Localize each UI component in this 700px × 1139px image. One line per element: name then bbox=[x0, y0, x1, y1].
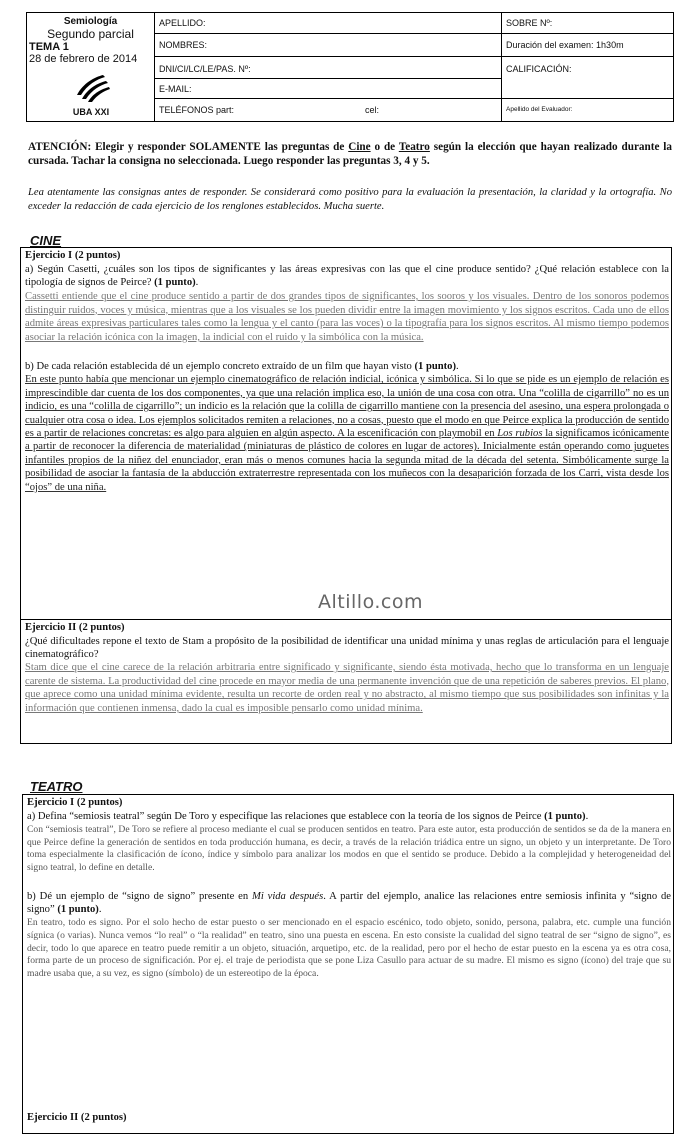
exam-info-cell bbox=[27, 13, 155, 121]
question-a-points: (1 punto) bbox=[544, 811, 586, 822]
exercise-heading: Ejercicio I (2 puntos) bbox=[27, 797, 123, 808]
nombres-field[interactable]: NOMBRES: bbox=[155, 34, 501, 57]
attn-cine: Cine bbox=[348, 141, 371, 153]
answer-b-text-2: la significamos icónicamente a partir de reconocer la diferencia de materialidad (miniaturas de plástico de colores en lugar de actores). Inicialmente están operando como juguetes infantiles propios de la niñez del enunciador, eran más o menos comunes hacia la segunda mitad de la década del setenta. Simbólicamente surge la posibilidad de asociar la fantasía de la abducción extraterrestre representada con los muñecos con la desaparición forzada de los Carri, vista desde los “ojos” de una niña. bbox=[25, 428, 669, 493]
cine-exercise-1 bbox=[20, 247, 672, 620]
question-b-play: Mi vida después bbox=[252, 891, 324, 903]
answer-b-film: Los rubios bbox=[497, 428, 543, 439]
tema-label: TEMA 1 bbox=[29, 41, 69, 53]
question-b-end: . bbox=[98, 904, 102, 916]
attn-text-3: según la elección que hayan realizado durante la cursada. Tachar la consigna no seleccionada. Luego responder las preguntas 3, 4 y 5. bbox=[28, 141, 672, 167]
altillo-watermark: Altillo.com bbox=[318, 591, 423, 613]
dni-field[interactable]: DNI/CI/LC/LE/PAS. Nº: bbox=[155, 57, 501, 79]
answer-b-text-1: En este punto había que mencionar un ejemplo cinematográfico de relación indicial, icónica y simbólica. Si lo que se pide es un ejemplo de relación es imprescindible dar cuenta de los dos componentes, ya que una relación implica eso, la unión de una cosa con otra. Una “colilla de cigarrillo” no es un indicio, es una “colilla de cigarrillo”; un indicio es la relación que la colilla de cigarrillo mantiene con la presencia del asesino, una espera prolongada o cualquier otra cosa o idea. Los ejemplos solicitados remiten a relaciones, no a cosas, puesto que el modo en que Peirce explica la producción de sentido es a partir de relaciones concretas: es algo para alguien en algún aspecto. A la escenificación con playmobil en bbox=[25, 374, 669, 439]
student-fields bbox=[155, 13, 502, 121]
question-a-end: . bbox=[195, 277, 199, 288]
answer-b bbox=[25, 373, 669, 494]
question-b-points: (1 punto) bbox=[414, 361, 456, 373]
teatro-exercise-1 bbox=[22, 794, 674, 1134]
question-a-points: (1 punto) bbox=[154, 277, 196, 288]
question-b-text-1: b) Dé un ejemplo de “signo de signo” presente en bbox=[27, 891, 252, 903]
question-b-points: (1 punto) bbox=[57, 904, 99, 916]
exam-name: Segundo parcial bbox=[47, 27, 134, 41]
cine-section-title: CINE bbox=[30, 233, 62, 248]
exam-header bbox=[26, 12, 674, 122]
exam-date: 28 de febrero de 2014 bbox=[29, 53, 138, 65]
question-b bbox=[27, 890, 671, 916]
email-field[interactable]: E-MAIL: bbox=[155, 79, 501, 99]
question-a-text: a) Según Casetti, ¿cuáles son los tipos de significantes y las áreas expresivas con las que el cine produce sentido? ¿Qué relación establece con la tipología de signos de Peirce? bbox=[25, 264, 669, 288]
question-b-text-2: . A partir del ejemplo, analice las relaciones entre semiosis infinita y “signo de signo” bbox=[27, 891, 671, 916]
answer-b: En teatro, todo es signo. Por el solo hecho de estar puesto o ser mencionado en el espacio escénico, todo objeto, sonido, persona, palabra, etc. cumple una función sígnica (o varias). Nunca vemos “lo real” o “la realidad” en teatro, sino una puesta en escena. En esto consiste la cualidad del signo teatral de ser “signo de signo”, es decir, todo lo que aparece en teatro puede remitir a un objeto, situación, arquetipo, etc. de la realidad, pero por el hecho de estar puesto en la escena ya es otra cosa, forma parte de un proceso de significación. Por ej. el traje de periodista que se pone Liza Casullo para actuar de su madre. El mismo es signo (ícono) del traje que su madre usaba que, a su vez, es signo (símbolo) de un estereotipo de la época. bbox=[27, 917, 671, 979]
cine-exercise-2 bbox=[20, 619, 672, 744]
calificacion-field[interactable]: CALIFICACIÓN: bbox=[502, 57, 673, 99]
attn-text-1: ATENCIÓN: Elegir y responder SOLAMENTE las preguntas de bbox=[28, 141, 349, 153]
question-a-end: . bbox=[585, 811, 589, 822]
teatro-section-title: TEATRO bbox=[30, 779, 83, 794]
question-a bbox=[25, 263, 669, 289]
question-b-text: b) De cada relación establecida dé un ejemplo concreto extraído de un film que hayan visto bbox=[25, 361, 415, 373]
question-b bbox=[25, 360, 669, 373]
attention-instructions bbox=[28, 140, 672, 168]
answer: Stam dice que el cine carece de la relación arbitraria entre significado y significante, siendo ésta motivada, hecho que lo transforma en un lenguaje carente de sistema. La productividad del cine procede en mayor media de una permanente invención que de una repetición de saberes previos. El plano, que aprece como una unidad mínima evidente, resulta un recorte de orden real y no abstracto, al mismo tiempo que sus posibilidades son infinitas y la información que contienen inmensa, dado la cual es imposible pensarlo como unidad mínima. bbox=[25, 662, 669, 714]
answer-a: Cassetti entiende que el cine produce sentido a partir de dos grandes tipos de significantes, los sooros y los visuales. Dentro de los sonoros podemos distinguir ruidos, voces y música, mientras que a los visuales se los pueden dividir entre la imagen movimiento y los signos escritos. Cada uno de ellos admite áreas expresivas particulares tales como la lengua y el canto (para las voces) o la tipografía para los signos escritos. Al mismo tiempo podemos asociar la relación icónica con la imagen, la indicial con el ruido y la simbólica con la música. bbox=[25, 291, 669, 343]
evaluator-field[interactable]: Apellido del Evaluador: bbox=[506, 106, 573, 113]
sobre-field[interactable]: SOBRE Nº: bbox=[502, 13, 673, 34]
answer-a: Con “semiosis teatral”, De Toro se refiere al proceso mediante el cual se producen sentidos en teatro. Para este autor, esta producción de sentidos se da de la manera en que Peirce define la generación de sentidos en toda producción humana, es decir, a través de la relación triádica entre un signo, un objeto y un interpretante. De Toro toma especialmente la clasificación de ícono, índice y símbolo para analizar los modos en que el sentido se produce. Debido a la complejidad y heterogeneidad del signo teatral, lo define en detalle. bbox=[27, 824, 671, 873]
question: ¿Qué dificultades repone el texto de Stam a propósito de la posibilidad de identificar una unidad mínima y unas reglas de articulación para el lenguaje cinematográfico? bbox=[25, 636, 669, 660]
exercise-heading: Ejercicio I (2 puntos) bbox=[25, 250, 121, 261]
question-a bbox=[27, 810, 671, 823]
phone-field[interactable] bbox=[155, 99, 501, 121]
general-note: Lea atentamente las consignas antes de responder. Se considerará como positivo para la evaluación la presentación, la claridad y la ortografía. No exceder la redacción de cada ejercicio de los renglones establecidos. Mucha suerte. bbox=[28, 187, 672, 212]
apellido-field[interactable]: APELLIDO: bbox=[155, 13, 501, 34]
question-b-end: . bbox=[455, 361, 459, 373]
exercise-heading: Ejercicio II (2 puntos) bbox=[25, 622, 125, 633]
attn-teatro: Teatro bbox=[398, 141, 430, 153]
attn-text-2: o de bbox=[370, 141, 399, 153]
uba-xxi-logo-icon bbox=[73, 73, 111, 103]
logo-text: UBA XXI bbox=[72, 107, 110, 117]
duration-field: Duración del examen: 1h30m bbox=[502, 34, 673, 57]
cel-label: cel: bbox=[365, 105, 380, 115]
question-a-text: a) Defina “semiosis teatral” según De Toro y especifique las relaciones que establece con la teoría de los signos de Peirce bbox=[27, 811, 545, 822]
subject-name: Semiología bbox=[63, 16, 118, 27]
phone-label: TELÉFONOS part: bbox=[159, 105, 235, 115]
exam-admin-fields bbox=[502, 13, 673, 121]
teatro-exercise-2-heading: Ejercicio II (2 puntos) bbox=[27, 1112, 127, 1123]
